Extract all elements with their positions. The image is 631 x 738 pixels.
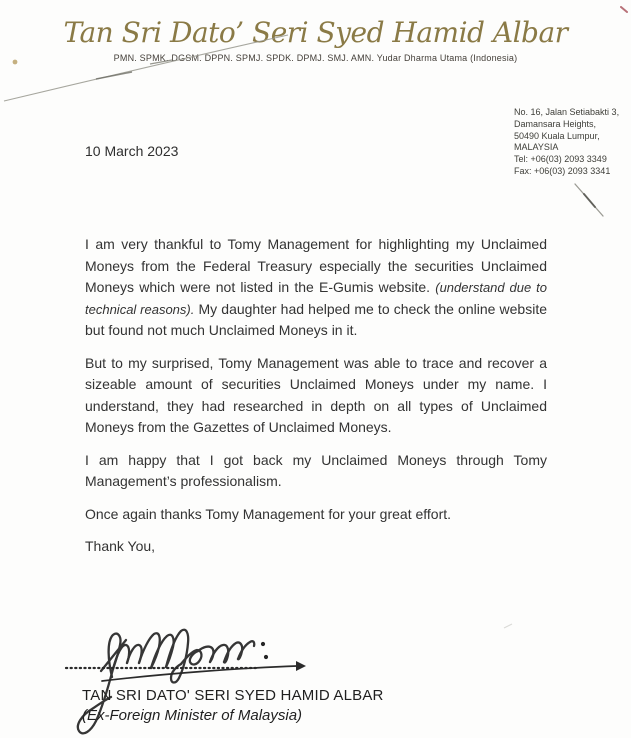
signatory-title: (Ex-Foreign Minister of Malaysia) (82, 707, 303, 724)
closing-line: Thank You, (85, 538, 156, 554)
date-line: 10 March 2023 (85, 143, 179, 159)
address-line: Damansara Heights, (514, 118, 597, 129)
letterhead-name: Tan Sri Dato’ Seri Syed Hamid Albar (63, 16, 568, 49)
address-line: Fax: +06(03) 2093 3341 (514, 165, 611, 176)
paragraph-3: I am happy that I got back my Unclaimed Moneys through Tomy Management’s professionalism. (85, 451, 547, 489)
address-line: 50490 Kuala Lumpur, (514, 130, 600, 141)
signature-colon-icon (261, 642, 268, 659)
faint-mark-icon (504, 624, 512, 628)
address-block (514, 107, 619, 178)
paragraph-2: But to my surprised, Tomy Management was able to trace and recover a sizeable amount of securities Unclaimed Moneys under my name. I understand, they had researched in depth on all types of Unclaimed Moneys from the Gazettes of Unclaimed Moneys. (85, 354, 547, 435)
address-line: No. 16, Jalan Setiabakti 3, (514, 107, 620, 117)
signatory-name: TAN SRI DATO' SERI SYED HAMID ALBAR (82, 687, 384, 704)
paragraph-1 (85, 234, 547, 342)
paragraph-4: Once again thanks Tomy Management for your great effort. (85, 505, 452, 522)
letterhead-honours: PMN. SPMK. DGSM. DPPN. SPMJ. SPDK. DPMJ. SMJ. AMN. Yudar Dharma Utama (Indonesia) (113, 53, 518, 63)
paragraph-1-text: My daughter had helped me to check the online website but found not much Unclaimed Moneys in it. (85, 300, 547, 338)
letter-body (85, 234, 547, 569)
address-line: Tel: +06(03) 2093 3349 (514, 154, 607, 165)
pen-mark-icon (621, 7, 627, 12)
address-line: MALAYSIA (514, 142, 559, 153)
paragraph-1-italic-note: (understand due to technical reasons). (85, 280, 547, 317)
paragraph-1-text: I am very thankful to Tomy Management for highlighting my Unclaimed Moneys from the Federal Treasury especially the securities Unclaimed Moneys which were not listed in the E-Gumis website. (85, 236, 547, 295)
signature-arrow-icon (102, 661, 306, 681)
pen-stroke-icon (575, 184, 603, 216)
